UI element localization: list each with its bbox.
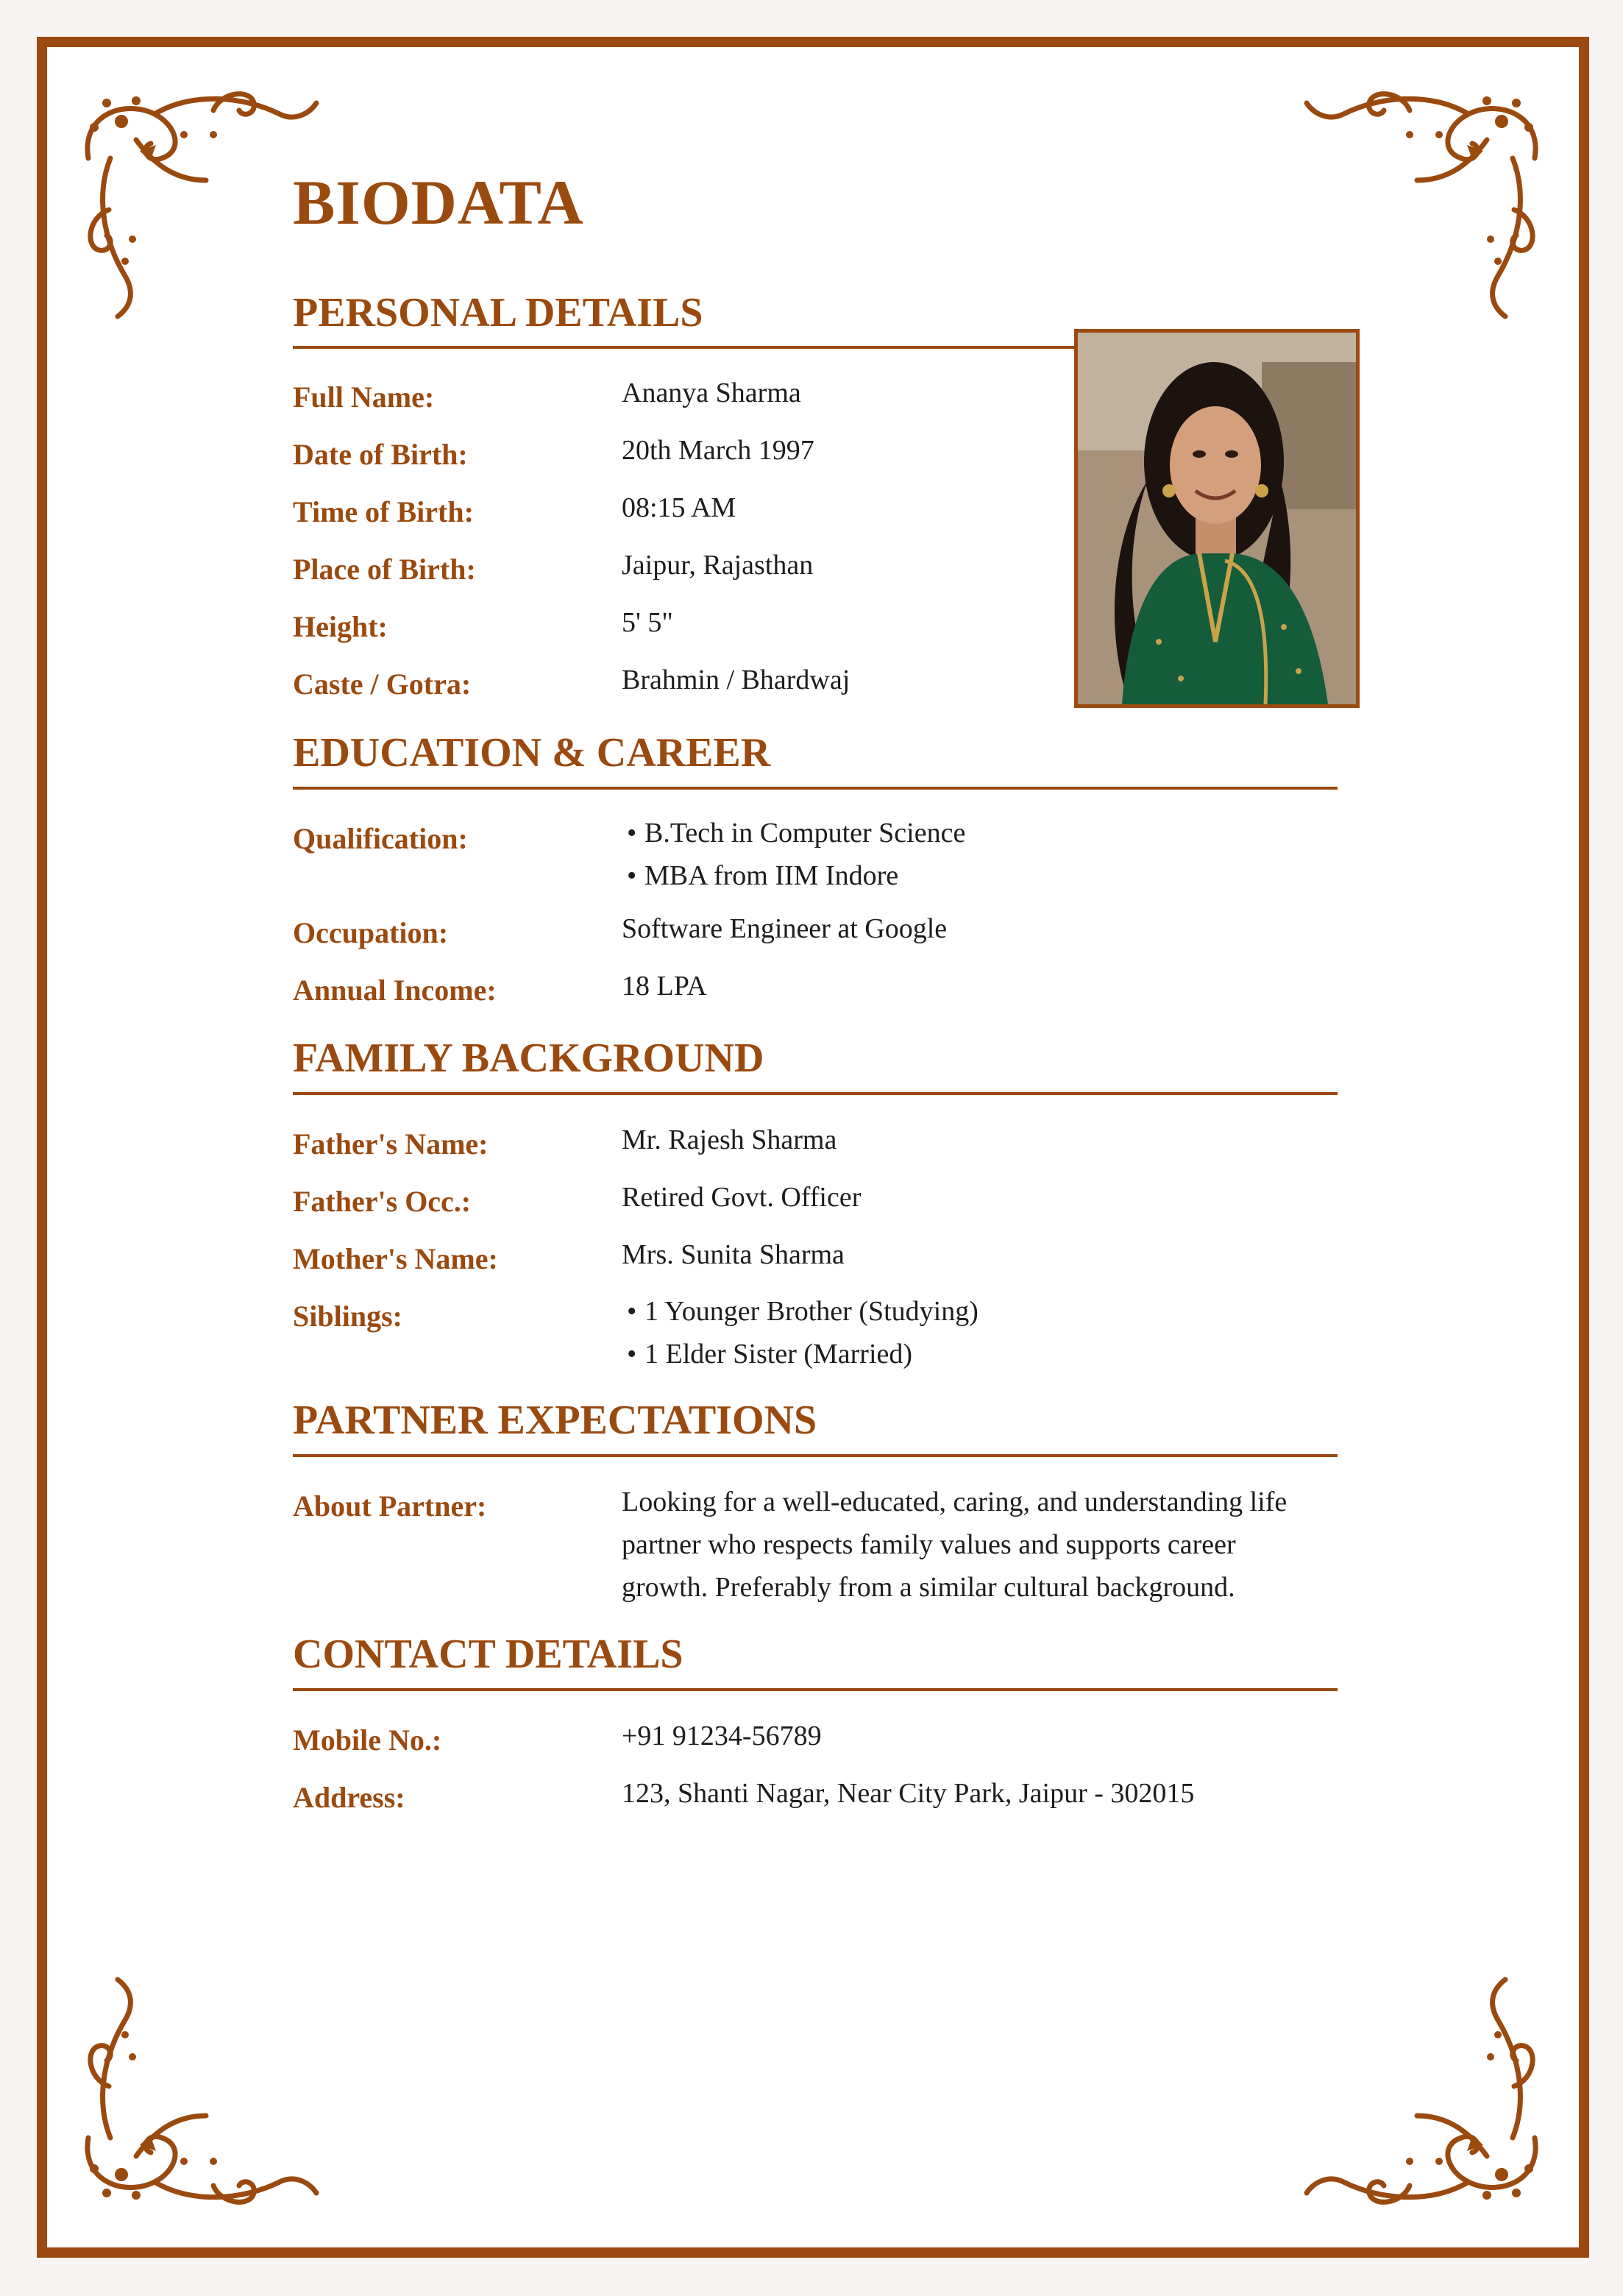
qualification-item: • B.Tech in Computer Science xyxy=(644,817,965,851)
occupation-label: Occupation: xyxy=(293,916,449,949)
floral-corner-ornament-icon xyxy=(66,1961,331,2226)
field-value: 5' 5" xyxy=(622,607,673,638)
field-value: Ananya Sharma xyxy=(622,378,801,408)
field-label: Date of Birth: xyxy=(293,438,468,471)
field-label: Place of Birth: xyxy=(293,553,476,586)
portrait-photo xyxy=(1074,329,1360,708)
section-title: FAMILY BACKGROUND xyxy=(293,1035,764,1081)
field-label: Full Name: xyxy=(293,380,435,414)
field-value: Jaipur, Rajasthan xyxy=(622,550,814,581)
field-label: Caste / Gotra: xyxy=(293,667,472,701)
section-divider xyxy=(293,787,1338,790)
floral-corner-ornament-icon xyxy=(1292,1961,1557,2226)
father-name-label: Father's Name: xyxy=(293,1127,489,1161)
field-label: Time of Birth: xyxy=(293,495,474,528)
mother-name-value: Mrs. Sunita Sharma xyxy=(622,1239,845,1270)
father-name-value: Mr. Rajesh Sharma xyxy=(622,1124,837,1155)
section-title: EDUCATION & CAREER xyxy=(293,730,771,776)
floral-corner-ornament-icon xyxy=(66,70,331,335)
sibling-item: • 1 Younger Brother (Studying) xyxy=(644,1295,979,1329)
floral-corner-ornament-icon xyxy=(1292,70,1557,335)
section-divider xyxy=(293,1688,1338,1691)
section-title: PERSONAL DETAILS xyxy=(293,290,703,336)
address-label: Address: xyxy=(293,1781,405,1814)
about-partner-text: Looking for a well-educated, caring, and understanding life partner who respects family values and supports career growth. Preferably from a similar cultural background. xyxy=(622,1487,1288,1603)
section-divider xyxy=(293,346,1074,349)
section-divider xyxy=(293,1454,1338,1457)
mother-name-label: Mother's Name: xyxy=(293,1242,498,1275)
section-title: PARTNER EXPECTATIONS xyxy=(293,1397,817,1443)
father-occupation-value: Retired Govt. Officer xyxy=(622,1182,862,1213)
document-title: BIODATA xyxy=(293,167,584,238)
income-value: 18 LPA xyxy=(622,971,707,1002)
field-value: 08:15 AM xyxy=(622,492,736,523)
siblings-label: Siblings: xyxy=(293,1300,402,1333)
section-title: CONTACT DETAILS xyxy=(293,1631,683,1677)
field-label: Height: xyxy=(293,610,388,643)
income-label: Annual Income: xyxy=(293,974,497,1007)
field-value: 20th March 1997 xyxy=(622,435,814,466)
sibling-item: • 1 Elder Sister (Married) xyxy=(644,1338,912,1372)
field-value: Brahmin / Bhardwaj xyxy=(622,665,850,695)
section-divider xyxy=(293,1092,1338,1095)
address-value: 123, Shanti Nagar, Near City Park, Jaipur - 302015 xyxy=(622,1778,1195,1809)
about-partner-label: About Partner: xyxy=(293,1489,487,1523)
qualification-label: Qualification: xyxy=(293,822,468,855)
occupation-value: Software Engineer at Google xyxy=(622,913,948,944)
father-occupation-label: Father's Occ.: xyxy=(293,1185,472,1218)
qualification-item: • MBA from IIM Indore xyxy=(644,860,898,893)
mobile-label: Mobile No.: xyxy=(293,1723,442,1757)
mobile-value: +91 91234-56789 xyxy=(622,1721,822,1751)
